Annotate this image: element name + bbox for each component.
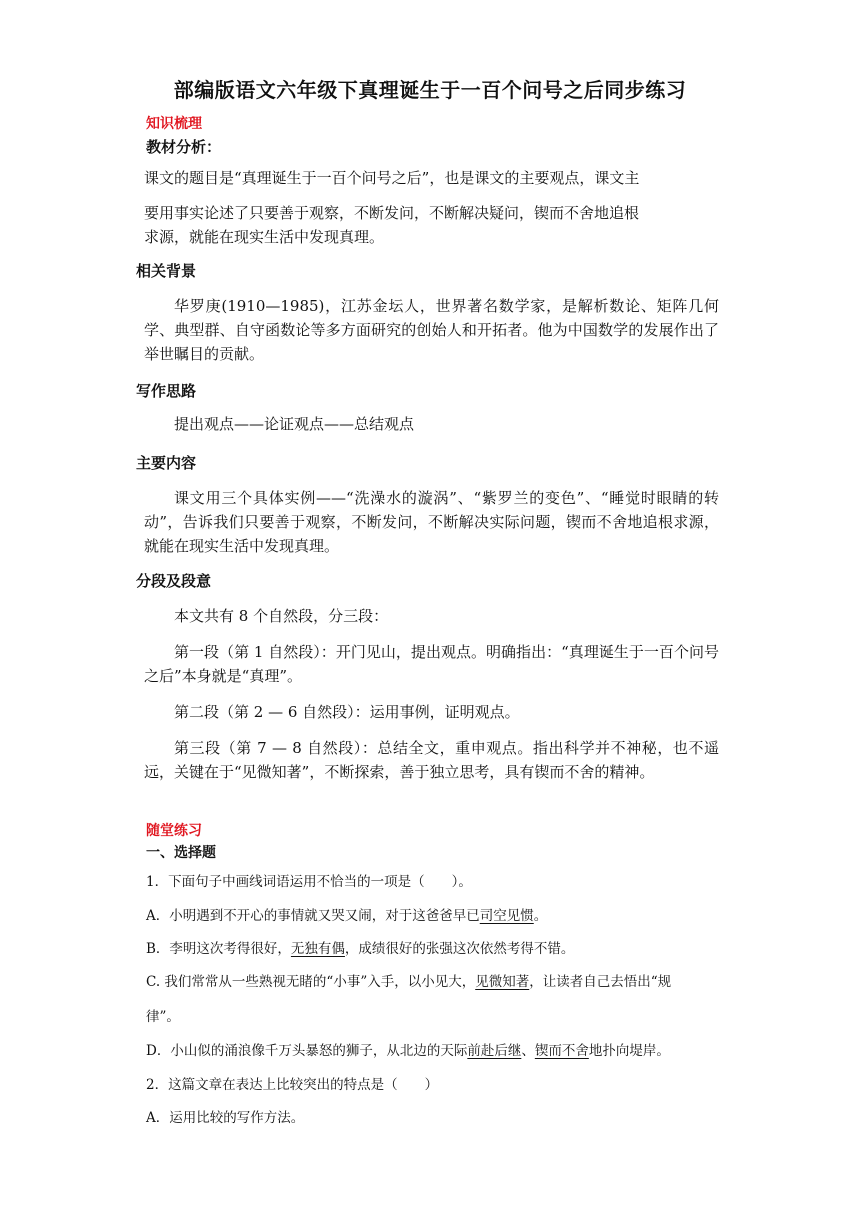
analysis-line-2: 要用事实论述了只要善于观察，不断发问，不断解决疑问，锲而不舍地追根 bbox=[144, 204, 640, 222]
question-1-option-b bbox=[146, 937, 574, 957]
option-d-underlined-word-1: 前赴后继 bbox=[467, 1043, 522, 1059]
heading-main-content: 主要内容 bbox=[136, 454, 197, 472]
question-1-option-c-continued: 律”。 bbox=[146, 1009, 180, 1025]
section-label-practice: 随堂练习 bbox=[146, 823, 202, 839]
analysis-line-3: 求源，就能在现实生活中发现真理。 bbox=[144, 228, 385, 246]
option-c-underlined-word: 见微知著 bbox=[475, 974, 530, 990]
option-b-underlined-word: 无独有偶 bbox=[290, 941, 345, 957]
analysis-line-1: 课文的题目是“真理诞生于一百个问号之后”，也是课文的主要观点，课文主 bbox=[144, 169, 640, 187]
heading-textbook-analysis: 教材分析： bbox=[146, 138, 222, 156]
heading-background: 相关背景 bbox=[136, 262, 197, 280]
option-c-end: ，让读者自己去悟出“规 bbox=[529, 974, 672, 990]
question-1-option-c bbox=[146, 970, 671, 990]
heading-choice-questions: 一、选择题 bbox=[146, 845, 216, 861]
option-d-separator: 、 bbox=[521, 1043, 535, 1059]
question-1-option-d bbox=[146, 1039, 670, 1059]
section-2-line: 第二段（第 2 — 6 自然段）：运用事例，证明观点。 bbox=[174, 703, 520, 721]
option-a-end: 。 bbox=[533, 908, 548, 924]
section-3-paragraph: 第三段（第 7 — 8 自然段）：总结全文，重申观点。指出科学并不神秘，也不遥远，关键在于“见微知著”，不断探索，善于独立思考，具有锲而不舍的精神。 bbox=[144, 739, 719, 781]
question-1-option-a bbox=[146, 904, 547, 924]
option-b-end: ，成绩很好的张强这次依然考得不错。 bbox=[344, 941, 575, 957]
heading-sections: 分段及段意 bbox=[136, 572, 212, 590]
writing-approach-text: 提出观点——论证观点——总结观点 bbox=[174, 415, 415, 433]
option-a-underlined-word: 司空见惯 bbox=[479, 908, 534, 924]
option-d-end: 地扑向堤岸。 bbox=[588, 1043, 670, 1059]
question-1: 1．下面句子中画线词语运用不恰当的一项是（ ）。 bbox=[146, 874, 472, 890]
background-paragraph: 华罗庚(1910—1985)，江苏金坛人，世界著名数学家，是解析数论、矩阵几何学、典型群、自守函数论等多方面研究的创始人和开拓者。他为中国数学的发展作出了举世瞩目的贡献。 bbox=[144, 297, 719, 363]
heading-writing-approach: 写作思路 bbox=[136, 382, 197, 400]
main-content-paragraph: 课文用三个具体实例——“洗澡水的漩涡”、“紫罗兰的变色”、“睡觉时眼睛的转动”，告诉我们只要善于观察，不断发问，不断解决实际问题，锲而不舍地追根求源，就能在现实生活中发现真理。 bbox=[144, 489, 719, 555]
option-a-text: A．小明遇到不开心的事情就又哭又闹，对于这爸爸早已 bbox=[146, 908, 480, 924]
option-d-text: D．小山似的涌浪像千万头暴怒的狮子，从北边的天际 bbox=[146, 1043, 468, 1059]
sections-intro: 本文共有 8 个自然段，分三段： bbox=[174, 607, 389, 625]
question-2-option-a: A．运用比较的写作方法。 bbox=[146, 1110, 305, 1126]
option-b-text: B．李明这次考得很好， bbox=[146, 941, 291, 957]
section-label-knowledge: 知识梳理 bbox=[146, 116, 202, 132]
option-c-text: C. 我们常常从一些熟视无睹的“小事”入手，以小见大， bbox=[146, 974, 476, 990]
section-1-paragraph: 第一段（第 1 自然段）：开门见山，提出观点。明确指出：“真理诞生于一百个问号之后”本身就是“真理”。 bbox=[144, 643, 719, 685]
question-2: 2．这篇文章在表达上比较突出的特点是（ ） bbox=[146, 1077, 439, 1093]
page-title: 部编版语文六年级下真理诞生于一百个问号之后同步练习 bbox=[173, 78, 687, 102]
option-d-underlined-word-2: 锲而不舍 bbox=[534, 1043, 589, 1059]
